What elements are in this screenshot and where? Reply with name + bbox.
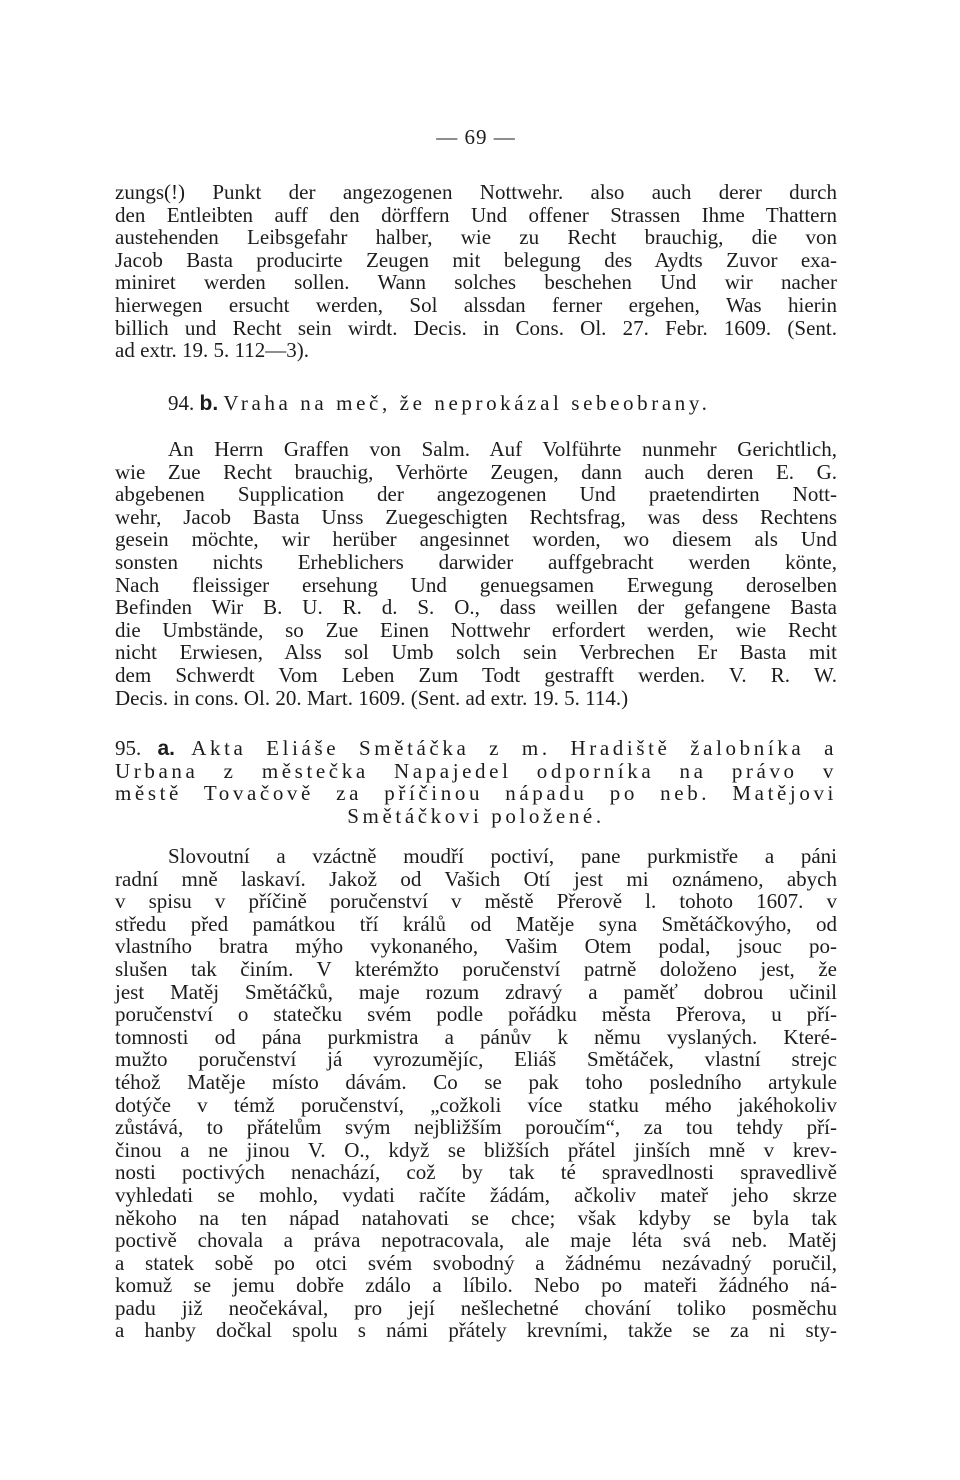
document-page <box>115 0 837 1480</box>
heading-95a-line <box>115 805 837 828</box>
page-number: — 69 — <box>436 125 516 149</box>
section-94b-body <box>115 438 837 709</box>
text-line: gesein möchte, wir herüber angesinnet worden, wo diesem als Und <box>115 527 837 552</box>
text-line: abgebenen Supplication der angezogenen Und praetendirten Nott- <box>115 482 837 507</box>
heading-95a <box>115 737 837 827</box>
heading-94b-letter: b. <box>199 392 219 415</box>
text-line: ad extr. 19. 5. 112—3). <box>115 338 310 363</box>
text-line: zůstává, to přátelům svým nejbližším poroučím“, za tou tehdy pří- <box>115 1115 837 1140</box>
text-line: vyhledati se mohlo, vydati račíte žádám, ačkoliv mateř jeho skrze <box>115 1182 837 1207</box>
heading-95a-title: Akta Eliáše Smětáčka z m. Hradiště žalobníka a <box>191 736 838 760</box>
text-line: padu již neočekával, pro její nešlechetné chování toliko posměchu <box>115 1295 837 1320</box>
text-line: sonsten nichts Erheblichers darwider auffgebracht werden könte, <box>115 549 837 574</box>
heading-95a-title: městě Tovačově za příčinou nápadu po neb. Matějovi <box>115 781 837 806</box>
heading-94b-line <box>115 392 837 415</box>
text-line: nicht Erwiesen, Alss sol Umb solch sein Verbrechen Er Basta mit <box>115 640 837 665</box>
text-line: tomnosti od pána purkmistra a pánův k němu vyslaných. Které- <box>115 1024 837 1049</box>
heading-94b <box>115 392 837 415</box>
text-line: zungs(!) Punkt der angezogenen Nottwehr. also auch derer durch <box>115 180 837 204</box>
heading-95a-title: Smětáčkovi položené. <box>347 803 605 828</box>
text-line: miniret werden sollen. Wann solches beschehen Und wir nacher <box>115 270 837 295</box>
text-line: dem Schwerdt Vom Leben Zum Todt gestrafft werden. V. R. W. <box>115 662 837 687</box>
text-line: a hanby dočkal spolu s námi přátely krevními, takže se za ni sty- <box>115 1318 837 1343</box>
text-line: komuž se jemu dobře zdálo a líbilo. Nebo po mateři žádného ná- <box>115 1273 837 1298</box>
text-line: mužto poručenství já vyrozumějíc, Eliáš Smětáček, vlastní strejc <box>115 1047 837 1072</box>
heading-95a-number: 95. <box>115 736 158 760</box>
heading-95a-title: Urbana z městečka Napajedel odporníka na právo v <box>115 758 837 783</box>
text-line: Decis. in cons. Ol. 20. Mart. 1609. (Sent. ad extr. 19. 5. 114.) <box>115 685 629 710</box>
text-line: středu před památkou tří králů od Matěje syna Smětáčkovýho, od <box>115 911 837 936</box>
text-line: wehr, Jacob Basta Unss Zuegeschigten Rechtsfrag, was dess Rechtens <box>115 504 837 529</box>
text-line: slušen tak činím. V kterémžto poručenství patrně doloženo jest, že <box>115 956 837 981</box>
text-line: Nach fleissiger ersehung Und genuegsamen Erwegung deroselben <box>115 572 837 597</box>
text-line: jest Matěj Smětáčků, maje rozum zdravý a paměť dobrou učinil <box>115 979 837 1004</box>
text-line: někoho na ten nápad natahovati se chce; však kdyby se byla tak <box>115 1205 837 1230</box>
text-line: billich und Recht sein wirdt. Decis. in Cons. Ol. 27. Febr. 1609. (Sent. <box>115 315 837 340</box>
text-line: téhož Matěje místo dávám. Co se pak toho posledního artykule <box>115 1069 837 1094</box>
text-line: Jacob Basta producirte Zeugen mit belegung des Aydts Zuvor exa- <box>115 247 837 272</box>
heading-94b-number: 94. <box>168 391 195 415</box>
heading-95a-line <box>115 760 837 783</box>
text-line: poručenství o statečku svém podle pořádku města Přerova, u pří- <box>115 1002 837 1027</box>
text-line: radní mně laskaví. Jakož od Vašich Otí jest mi oznámeno, abych <box>115 866 837 891</box>
section-94-tail <box>115 181 837 362</box>
section-95a-body <box>115 845 837 1342</box>
text-line: vlastního bratra mýho vykonaného, Vašim Otem podal, jsouc po- <box>115 934 837 959</box>
text-line: An Herrn Graffen von Salm. Auf Volführte nunmehr Gerichtlich, <box>168 437 837 461</box>
text-line: die Umbstände, so Zue Einen Nottwehr erfordert werden, wie Recht <box>115 617 837 642</box>
heading-95a-letter: a. <box>157 737 175 760</box>
text-line: a statek sobě po otci svém svobodný a žádnému nezávadný poručil, <box>115 1250 837 1275</box>
text-line: poctivě chovala a práva nepotracovala, ale maje léta svá neb. Matěj <box>115 1228 837 1253</box>
text-line: v spisu v příčině poručenství v městě Přerově l. tohoto 1607. v <box>115 889 837 914</box>
text-line: den Entleibten auff den dörffern Und offener Strassen Ihme Thattern <box>115 202 837 227</box>
text-line: činou a ne jinou V. O., když se bližších přátel jinších mně v krev- <box>115 1137 837 1162</box>
heading-94b-title: Vraha na meč, že neprokázal sebeobrany. <box>223 391 711 415</box>
text-line: Slovoutní a vzáctně moudří poctiví, pane purkmistře a páni <box>168 844 837 868</box>
text-line: hierwegen ersucht werden, Sol alssdan ferner ergehen, Was hierin <box>115 292 837 317</box>
text-line: dotýče v témž poručenství, „cožkoli více statku mého jakéhokoliv <box>115 1092 837 1117</box>
text-line: nosti poctivých nenachází, což by tak té spravedlnosti spravedlivě <box>115 1160 837 1185</box>
text-line: wie Zue Recht brauchig, Verhörte Zeugen, dann auch deren E. G. <box>115 459 837 484</box>
heading-95a-line <box>115 782 837 805</box>
text-line: austehenden Leibsgefahr halber, wie zu Recht brauchig, die von <box>115 225 837 250</box>
text-line: Befinden Wir B. U. R. d. S. O., dass weillen der gefangene Basta <box>115 595 837 620</box>
heading-95a-line <box>115 737 837 760</box>
